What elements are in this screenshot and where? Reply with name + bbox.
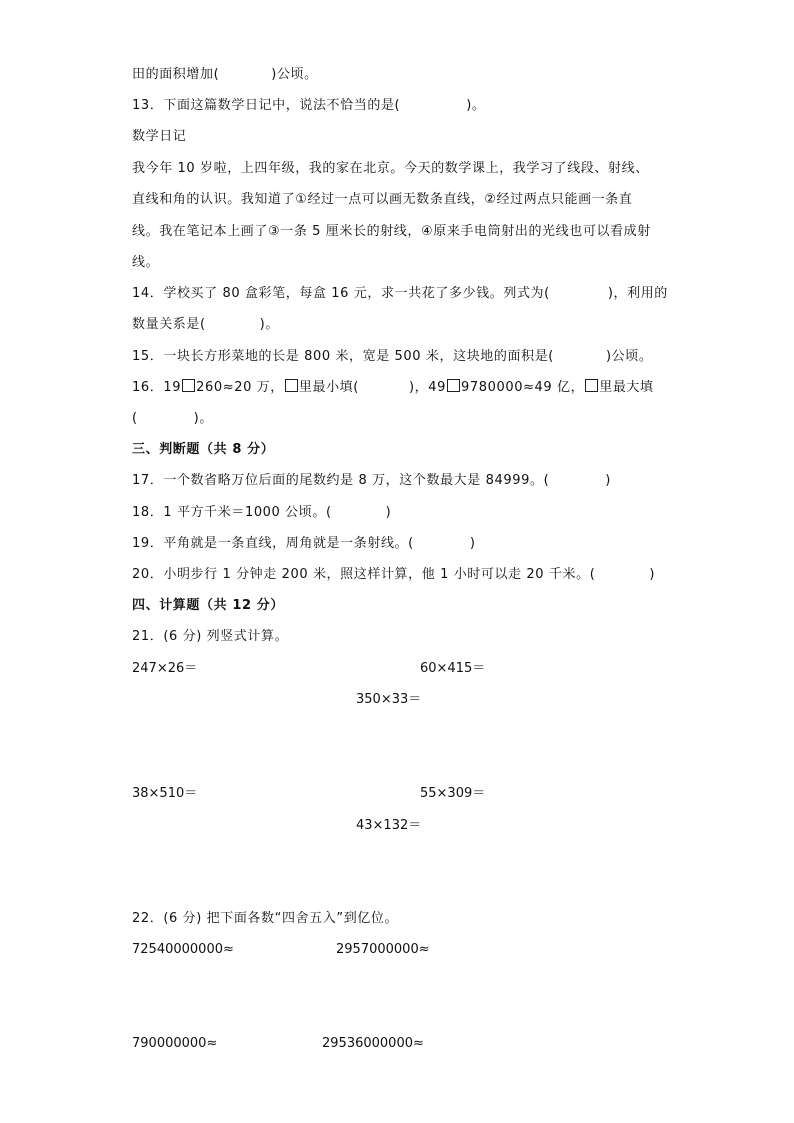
rounding-item: 29536000000≈ — [322, 1036, 424, 1051]
rounding-item: 72540000000≈ — [132, 942, 234, 957]
digit-box[interactable] — [447, 379, 460, 392]
text: 16．19 — [132, 380, 182, 395]
digit-box[interactable] — [182, 379, 195, 392]
diary-line-2: 直线和角的认识。我知道了①经过一点可以画无数条直线，②经过两点只能画一条直 — [132, 192, 633, 207]
text: 18．1 平方千米＝1000 公顷。( — [132, 505, 332, 520]
question-21: 21．(6 分) 列竖式计算。 — [132, 629, 289, 644]
text: 9780000≈49 亿， — [460, 380, 585, 395]
text: 里最小填( — [298, 380, 359, 395]
text: )。 — [466, 98, 486, 113]
text: )。 — [259, 317, 279, 332]
text: )，49 — [408, 380, 446, 395]
section-4-heading: 四、计算题（共 12 分） — [132, 598, 284, 613]
calc-item: 60×415＝ — [420, 661, 486, 676]
question-18 — [132, 504, 391, 522]
calc-item: 350×33＝ — [356, 692, 422, 707]
diary-line-3: 线。我在笔记本上画了③一条 5 厘米长的射线，④原来手电筒射出的光线也可以看成射 — [132, 224, 651, 239]
question-13 — [132, 97, 486, 115]
text: 19．平角就是一条直线，周角就是一条射线。( — [132, 536, 414, 551]
continued-question-line — [132, 66, 318, 84]
question-14-line-2 — [132, 316, 279, 334]
question-20 — [132, 566, 655, 584]
question-17 — [132, 472, 611, 490]
section-3-heading: 三、判断题（共 8 分） — [132, 442, 275, 457]
calc-item: 55×309＝ — [420, 786, 486, 801]
text: ) — [385, 505, 392, 520]
text: ( — [132, 411, 138, 426]
text: )公顷。 — [605, 349, 653, 364]
diary-line-4: 线。 — [132, 255, 160, 270]
question-14-line-1 — [132, 285, 668, 303]
digit-box-symbol — [585, 379, 598, 392]
text: 260≈20 万， — [196, 380, 284, 395]
text: )，利用的 — [607, 286, 668, 301]
diary-title: 数学日记 — [132, 129, 187, 144]
text: )。 — [193, 411, 213, 426]
text: 13．下面这篇数学日记中，说法不恰当的是( — [132, 98, 401, 113]
text: ) — [649, 567, 656, 582]
rounding-item: 2957000000≈ — [336, 942, 430, 957]
text: 17．一个数省略万位后面的尾数约是 8 万，这个数最大是 84999。( — [132, 473, 550, 488]
text: ) — [469, 536, 476, 551]
text: ) — [605, 473, 611, 488]
text: 里最大填 — [599, 380, 654, 395]
diary-line-1: 我今年 10 岁啦，上四年级，我的家在北京。今天的数学课上，我学习了线段、射线、 — [132, 161, 649, 176]
question-16-line-1 — [132, 379, 654, 397]
text: )公顷。 — [271, 67, 318, 82]
calc-item: 38×510＝ — [132, 786, 198, 801]
question-15 — [132, 348, 652, 366]
calc-item: 247×26＝ — [132, 661, 198, 676]
question-22: 22．(6 分) 把下面各数“四舍五入”到亿位。 — [132, 911, 399, 926]
text: 14．学校买了 80 盒彩笔，每盒 16 元，求一共花了多少钱。列式为( — [132, 286, 550, 301]
text: 20．小明步行 1 分钟走 200 米，照这样计算，他 1 小时可以走 20 千米。( — [132, 567, 596, 582]
rounding-item: 790000000≈ — [132, 1036, 218, 1051]
text: 数量关系是( — [132, 317, 206, 332]
digit-box-symbol — [285, 379, 298, 392]
text: 15．一块长方形菜地的长是 800 米，宽是 500 米，这块地的面积是( — [132, 349, 554, 364]
calc-item: 43×132＝ — [356, 818, 422, 833]
text: 田的面积增加( — [132, 67, 220, 82]
question-16-line-2 — [132, 410, 213, 428]
question-19 — [132, 535, 476, 553]
